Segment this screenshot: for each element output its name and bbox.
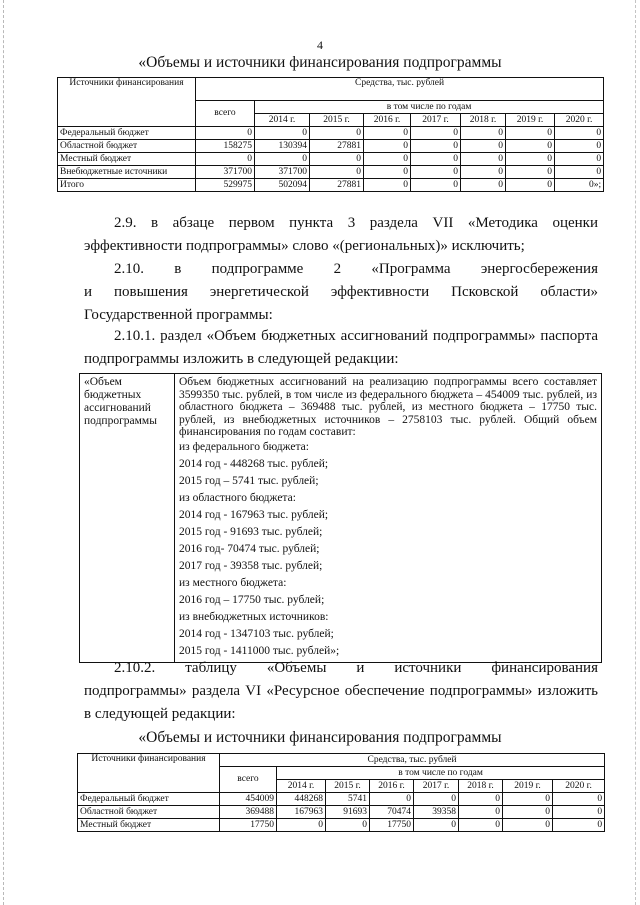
passport-content <box>175 374 602 663</box>
year-header: 2020 г. <box>553 780 605 793</box>
row-label: Областной бюджет <box>78 806 220 819</box>
cell: 0 <box>326 819 370 832</box>
cell: 0 <box>461 127 506 140</box>
cell: 0 <box>555 140 604 153</box>
total-header: всего <box>220 767 277 793</box>
funding-table-1 <box>57 77 604 192</box>
cell: 0 <box>553 806 605 819</box>
row-label: Местный бюджет <box>78 819 220 832</box>
cell: 454009 <box>220 793 277 806</box>
passport-line: из внебюджетных источников: <box>179 610 329 623</box>
cell: 371700 <box>196 166 255 179</box>
year-header: 2018 г. <box>461 114 506 127</box>
cell: 0 <box>364 166 411 179</box>
cell: 0 <box>364 153 411 166</box>
paragraph-2-10-2 <box>84 657 598 726</box>
cell: 369488 <box>220 806 277 819</box>
source-header: Источники финансирования <box>58 78 196 127</box>
paragraph-2-10 <box>84 258 598 327</box>
cell: 0 <box>364 179 411 192</box>
table-row <box>78 806 605 819</box>
cell: 39358 <box>414 806 459 819</box>
year-header: 2018 г. <box>459 780 503 793</box>
cell: 70474 <box>370 806 414 819</box>
cell: 448268 <box>277 793 326 806</box>
cell: 502094 <box>255 179 310 192</box>
cell: 0 <box>255 127 310 140</box>
table-row <box>58 166 604 179</box>
cell: 17750 <box>220 819 277 832</box>
funds-header: Средства, тыс. рублей <box>220 754 605 767</box>
table-row <box>58 127 604 140</box>
cell: 0 <box>553 793 605 806</box>
cell: 91693 <box>326 806 370 819</box>
cell: 0 <box>411 179 461 192</box>
cell: 0 <box>277 819 326 832</box>
word: «Объемы <box>266 660 327 676</box>
year-header: 2017 г. <box>414 780 459 793</box>
cell: 0 <box>503 806 553 819</box>
year-header: 2019 г. <box>506 114 555 127</box>
cell: 0 <box>310 153 364 166</box>
word: энергосбережения <box>480 261 598 277</box>
by-years-header: в том числе по годам <box>277 767 605 780</box>
word: и <box>356 660 365 676</box>
table-row <box>58 140 604 153</box>
word: в <box>174 261 182 277</box>
cell: 167963 <box>277 806 326 819</box>
year-header: 2019 г. <box>503 780 553 793</box>
word: 2.10.2. <box>114 660 156 676</box>
cell: 0 <box>506 140 555 153</box>
passport-line: 2016 год- 70474 тыс. рублей; <box>179 542 320 555</box>
cell: 0 <box>503 819 553 832</box>
passport-line: 2017 год - 39358 тыс. рублей; <box>179 559 323 572</box>
table-row <box>58 153 604 166</box>
funds-header: Средства, тыс. рублей <box>196 78 604 101</box>
cell: 0 <box>555 166 604 179</box>
passport-line: 2014 год - 167963 тыс. рублей; <box>179 508 329 521</box>
cell: 0 <box>506 179 555 192</box>
cell: 0 <box>196 153 255 166</box>
cell: 0 <box>414 819 459 832</box>
table-row <box>78 819 605 832</box>
year-header: 2016 г. <box>364 114 411 127</box>
cell: 0 <box>414 793 459 806</box>
cell: 0 <box>506 153 555 166</box>
paragraph-2-10-first-line <box>84 258 598 281</box>
cell: 0 <box>461 153 506 166</box>
year-header: 2015 г. <box>310 114 364 127</box>
table1-title: «Объемы и источники финансирования подпрограммы <box>138 54 502 71</box>
scan-edge-right <box>635 0 636 905</box>
word: таблицу <box>185 660 237 676</box>
cell: 0 <box>411 153 461 166</box>
cell: 0 <box>255 153 310 166</box>
word: источники <box>394 660 462 676</box>
cell: 0 <box>411 166 461 179</box>
year-header: 2014 г. <box>255 114 310 127</box>
source-header: Источники финансирования <box>78 754 220 793</box>
passport-intro: Объем бюджетных ассигнований на реализацию подпрограммы всего составляет 3599350 тыс. рублей, в том числе из федерального бюджета – 454009 тыс. рублей, из областного бюджета – 369488 тыс. рублей, из местного бюджета – 17750 тыс. рублей, из внебюджетных источников – 2758103 тыс. рублей. Общий объем финансирования по годам составит: <box>179 376 597 438</box>
word: подпрограмме <box>211 261 304 277</box>
paragraph-2-10-2-rest: подпрограммы» раздела VI «Ресурсное обеспечение подпрограммы» изложить в следующей редакции: <box>84 683 598 722</box>
row-label: Федеральный бюджет <box>58 127 196 140</box>
word: финансирования <box>491 660 598 676</box>
paragraph-2-10-2-first-line <box>84 657 598 680</box>
paragraph-2-9: 2.9. в абзаце первом пункта 3 раздела VII «Методика оценки эффективности подпрограммы» слово «(региональных)» исключить; <box>84 215 598 254</box>
passport-line: 2015 год – 5741 тыс. рублей; <box>179 474 319 487</box>
cell: 130394 <box>255 140 310 153</box>
cell: 0 <box>461 179 506 192</box>
cell: 0 <box>506 166 555 179</box>
year-header: 2014 г. <box>277 780 326 793</box>
year-header: 2015 г. <box>326 780 370 793</box>
cell: 17750 <box>370 819 414 832</box>
cell: 0 <box>310 166 364 179</box>
total-header: всего <box>196 101 255 127</box>
cell: 0 <box>555 127 604 140</box>
paragraph-2-10-1: 2.10.1. раздел «Объем бюджетных ассигнований подпрограммы» паспорта подпрограммы изложить в следующей редакции: <box>84 328 598 367</box>
cell: 0 <box>364 140 411 153</box>
funding-table-2 <box>77 753 605 832</box>
cell: 529975 <box>196 179 255 192</box>
paragraph-2-10-rest: и повышения энергетической эффективности Псковской области» Государственной программы: <box>84 284 598 323</box>
year-header: 2020 г. <box>555 114 604 127</box>
passport-label: «Объем бюджетных ассигнований подпрограммы <box>80 374 175 663</box>
year-header: 2017 г. <box>411 114 461 127</box>
cell: 0 <box>310 127 364 140</box>
cell: 0 <box>461 140 506 153</box>
cell: 0 <box>196 127 255 140</box>
table2-title: «Объемы и источники финансирования подпрограммы <box>138 729 502 746</box>
page-number: 4 <box>317 38 323 52</box>
row-label: Итого <box>58 179 196 192</box>
table-row <box>78 793 605 806</box>
row-label: Местный бюджет <box>58 153 196 166</box>
cell: 0 <box>459 793 503 806</box>
word: «Программа <box>371 261 451 277</box>
passport-line: из федерального бюджета: <box>179 440 309 453</box>
passport-line: из областного бюджета: <box>179 491 296 504</box>
table-row-total <box>58 179 604 192</box>
passport-line: из местного бюджета: <box>179 576 287 589</box>
cell: 0 <box>411 140 461 153</box>
by-years-header: в том числе по годам <box>255 101 604 114</box>
cell: 371700 <box>255 166 310 179</box>
cell: 158275 <box>196 140 255 153</box>
passport-line: 2016 год – 17750 тыс. рублей; <box>179 593 325 606</box>
word: 2.10. <box>114 261 144 277</box>
passport-table <box>79 373 602 663</box>
cell: 5741 <box>326 793 370 806</box>
cell: 0 <box>459 819 503 832</box>
row-label: Федеральный бюджет <box>78 793 220 806</box>
cell: 0 <box>370 793 414 806</box>
cell: 0 <box>555 153 604 166</box>
cell: 0 <box>411 127 461 140</box>
passport-line: 2015 год - 91693 тыс. рублей; <box>179 525 323 538</box>
word: 2 <box>333 261 342 277</box>
passport-line: 2014 год - 448268 тыс. рублей; <box>179 457 329 470</box>
row-label: Внебюджетные источники <box>58 166 196 179</box>
cell: 0»; <box>555 179 604 192</box>
cell: 0 <box>553 819 605 832</box>
cell: 0 <box>461 166 506 179</box>
row-label: Областной бюджет <box>58 140 196 153</box>
cell: 0 <box>506 127 555 140</box>
passport-line: 2014 год - 1347103 тыс. рублей; <box>179 627 334 640</box>
cell: 0 <box>364 127 411 140</box>
cell: 0 <box>459 806 503 819</box>
cell: 0 <box>503 793 553 806</box>
cell: 27881 <box>310 179 364 192</box>
scan-edge-left <box>3 0 4 905</box>
passport-line: 2015 год - 1411000 тыс. рублей»; <box>179 644 340 657</box>
cell: 27881 <box>310 140 364 153</box>
year-header: 2016 г. <box>370 780 414 793</box>
